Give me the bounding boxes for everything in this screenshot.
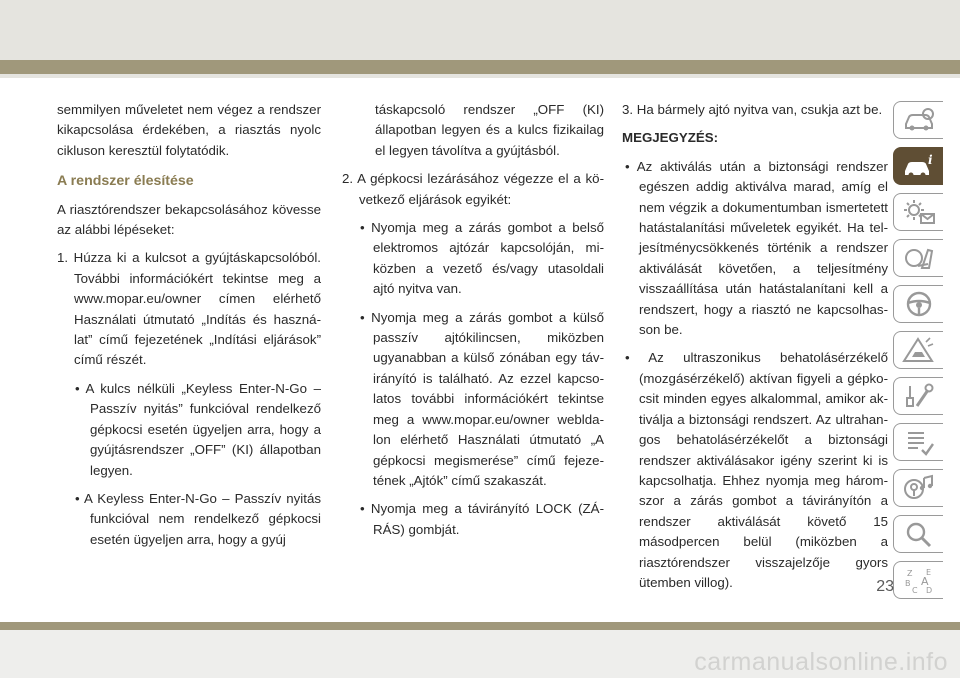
steering-wheel-icon [902, 290, 936, 318]
index-letter-e: E [925, 568, 931, 577]
tab-car-overview[interactable] [893, 101, 943, 139]
index-letter-z: Z [906, 569, 912, 578]
page-number: 23 [876, 578, 894, 595]
alphabet-index-icon [902, 566, 936, 594]
tab-steering-seat[interactable] [893, 239, 943, 277]
tab-car-info[interactable] [893, 147, 943, 185]
tools-icon [902, 382, 936, 410]
search-icon [902, 520, 936, 548]
top-stripe [0, 60, 960, 74]
section-heading: A rendszer élesítése [57, 173, 194, 190]
step-2-bullet-1: • Nyomja meg a zárás gombot a belső elektromos ajtózár kapcsolóján, miközben a vezető és/vagy utasoldali ajtó nyitva van. [360, 220, 604, 297]
chapter-sidebar [893, 101, 944, 607]
tab-specs[interactable] [893, 423, 943, 461]
index-letter-c: C [911, 586, 918, 594]
continued-text: táskapcsoló rendszer „OFF (KI) állapotban legyen és a kulcs fizikailag el legyen távolítva a gyújtásból. [375, 102, 604, 158]
step-3: 3. Ha bármely ajtó nyitva van, csukja azt be. [622, 102, 883, 117]
note-bullet-1: • Az aktiválás után a biztonsági rendszer egészen addig aktiválva marad, amíg el nem végzik a dokumentumban ismertetett hatástalanítási műveletek egyikét. Ha teljesítménycsökkenés történik a rendszer aktiválását követően, a teljesítmény visszaállítása után hatástalanítani kell a rendszert, hogy a riasztó ne kapcsolhasson be. [625, 158, 888, 338]
column-1 [57, 100, 321, 550]
step-2-bullet-3: • Nyomja meg a távirányító LOCK (ZÁRÁS) gombját. [360, 501, 604, 537]
specs-list-icon [902, 428, 936, 456]
note-bullet-2: • Az ultraszonikus behatolásérzékelő (mozgásérzékelő) aktívan figyeli a gépkocsit minden egyes alkalommal, amikor aktiválja a biztonsági rendszert. Az ultrahangos behatolásérzékelőt a biztonsági rendszer aktiválásakor igény szerint ki is kapcsolhatja. Ehhez nyomja meg háromszor a zárás gombot a távirányítón a rendszer aktiválását követő 15 másodpercen belül (miközben a riasztórendszer visszajelzője gyors ütemben villog). [625, 350, 888, 590]
tab-index[interactable] [893, 561, 943, 599]
column-3 [622, 100, 888, 593]
hazard-triangle-icon [902, 336, 936, 364]
index-letter-b: B [904, 579, 910, 588]
lead-paragraph: A riasztórendszer bekapcsolásához kövesse az alábbi lépéseket: [57, 201, 321, 238]
index-letter-a: A [920, 575, 929, 588]
steering-seat-icon [902, 244, 936, 272]
tab-steering-wheel[interactable] [893, 285, 943, 323]
top-band [0, 0, 960, 78]
step-2: 2. A gépkocsi lezárásához végezze el a következő eljárások egyikét: [342, 171, 604, 207]
step-1: 1. Húzza ki a kulcsot a gyújtáskapcsolóból. További információkért tekintse meg a www.mopar.eu/owner címen elérhető Használati útmutató „Indítás és használat” című fejezetének „Indítási eljárások” című részét. [57, 250, 321, 368]
tab-search[interactable] [893, 515, 943, 553]
step-1-bullet-1: • A kulcs nélküli „Keyless Enter-N-Go – Passzív nyitás” funkcióval rendelkező gépkocsi esetén ügyeljen arra, hogy a gyújtásrendszer „OFF” (KI) állapotban legyen. [75, 380, 321, 478]
index-letter-d: D [925, 586, 932, 594]
tab-tools[interactable] [893, 377, 943, 415]
watermark: carmanualsonline.info [694, 648, 948, 676]
tab-hazard[interactable] [893, 331, 943, 369]
step-2-bullet-2: • Nyomja meg a zárás gombot a külső passzív ajtókilincsen, miközben ugyanabban a külső zónában egy távirányító is található. Az ezzel kapcsolatos további információkért tekintse meg a www.mopar.eu/owner webldalon elérhető Használati útmutató „A gépkocsi megismerése” című fejezetének „Ajtók” című szakaszát. [360, 309, 604, 488]
note-title: MEGJEGYZÉS: [622, 130, 719, 146]
car-overview-icon [902, 106, 936, 134]
svg-text:i: i [927, 153, 933, 167]
column-2 [342, 100, 604, 540]
tab-multimedia[interactable] [893, 469, 943, 507]
car-info-icon [902, 152, 936, 180]
intro-paragraph: semmilyen műveletet nem végez a rendszer kikapcsolása érdekében, a riasztás nyolc cikluson keresztül folytatódik. [57, 102, 321, 158]
warning-lights-icon [902, 198, 936, 226]
bottom-stripe [0, 622, 960, 630]
tab-warning-lights[interactable] [893, 193, 943, 231]
multimedia-icon [902, 474, 936, 502]
step-1-bullet-2: • A Keyless Enter-N-Go – Passzív nyitás funkcióval nem rendelkező gépkocsi esetén ügyeljen arra, hogy a gyúj [75, 490, 321, 547]
